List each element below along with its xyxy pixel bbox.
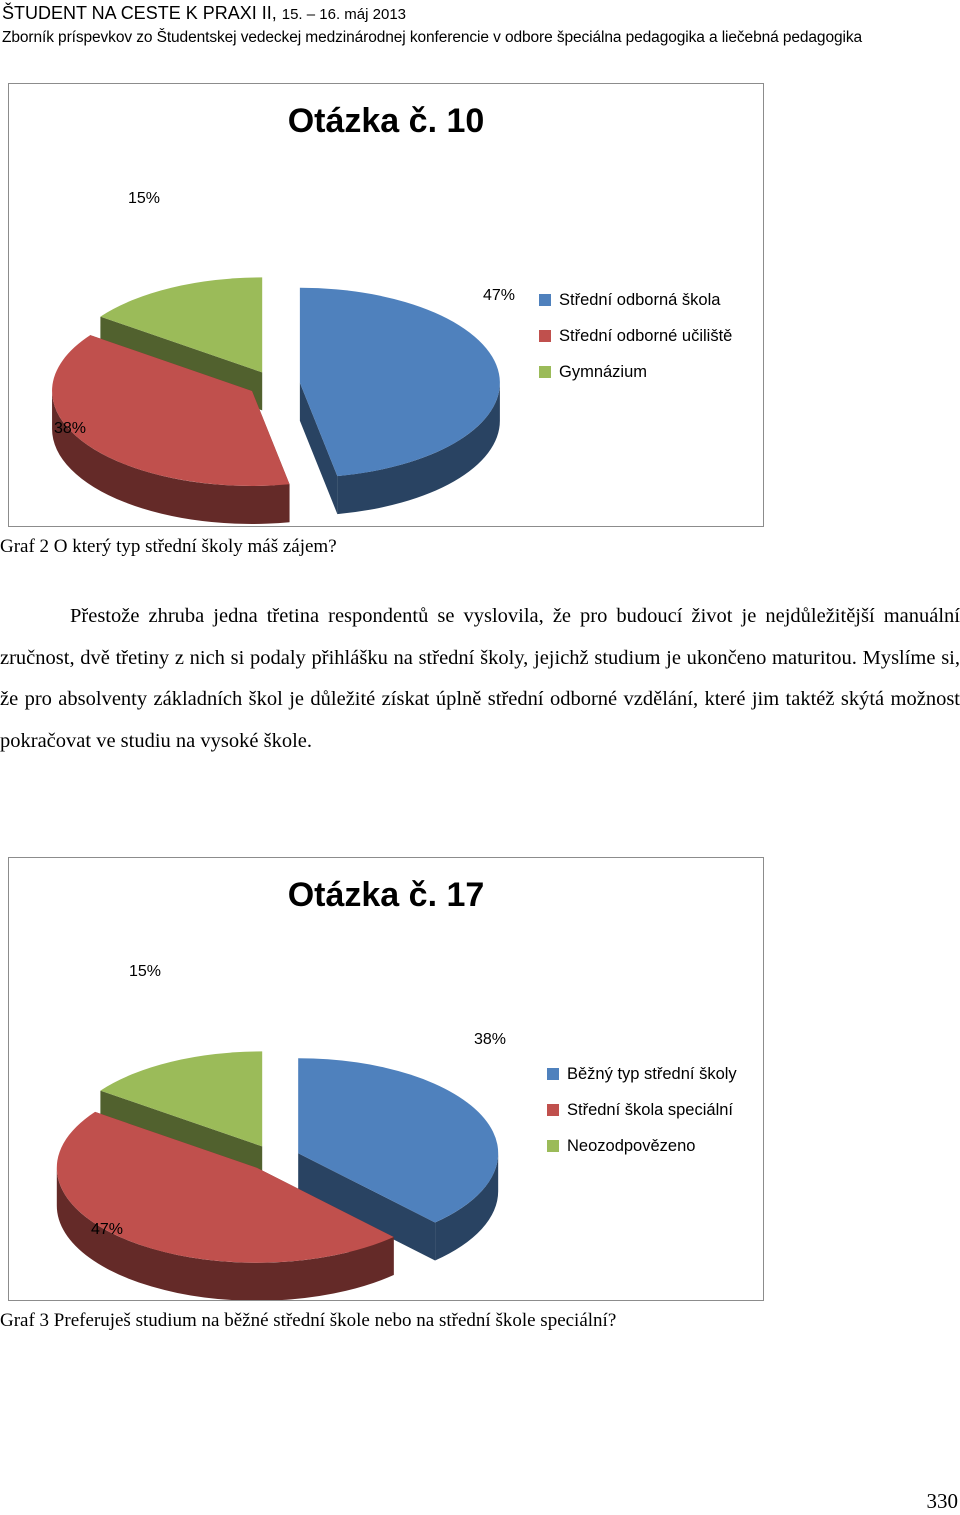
legend-label: Gymnázium [559, 362, 648, 381]
chart-otazka-17 [8, 857, 764, 1301]
legend-item [547, 1092, 737, 1128]
chart-title: Otázka č. 10 [287, 102, 485, 140]
chart-legend [539, 282, 732, 390]
header-title: ŠTUDENT NA CESTE K PRAXI II, [2, 3, 277, 23]
legend-item [539, 354, 732, 390]
body-paragraph: Přestože zhruba jedna třetina respondentů se vyslovila, že pro budoucí život je nejdůležitější manuální zručnost, dvě třetiny z nich si podaly přihlášku na střední školy, jejichž studium je ukončeno maturitou. Myslíme si, že pro absolventy základních škol je důležité získat úplně střední odborné vzdělání, které jim taktéž skýtá možnost pokračovat ve studiu na vysoké škole. [0, 605, 960, 752]
data-label-slice-1: 38% [474, 1031, 507, 1048]
legend-swatch-blue [547, 1068, 559, 1080]
legend-swatch-red [547, 1104, 559, 1116]
chart-otazka-10 [8, 83, 764, 527]
legend-swatch-green [539, 366, 551, 378]
data-label-slice-2: 38% [54, 420, 87, 437]
figure-caption-graf-2: Graf 2 O který typ střední školy máš zájem? [0, 536, 337, 557]
chart-legend [547, 1056, 737, 1164]
running-header-title [2, 3, 406, 24]
legend-label: Běžný typ střední školy [567, 1064, 737, 1083]
data-label-slice-3: 15% [129, 963, 162, 980]
legend-item [547, 1056, 737, 1092]
legend-item [539, 318, 732, 354]
figure-caption-graf-3: Graf 3 Preferuješ studium na běžné střední škole nebo na střední škole speciální? [0, 1310, 617, 1331]
header-date: 15. – 16. máj 2013 [281, 6, 407, 23]
pie-slice-1 [300, 288, 500, 514]
data-label-slice-1: 47% [483, 287, 516, 304]
data-label-slice-3: 15% [128, 190, 161, 207]
legend-label: Střední odborné učiliště [559, 326, 733, 345]
legend-swatch-green [547, 1140, 559, 1152]
legend-item [547, 1128, 737, 1164]
legend-label: Střední škola speciální [567, 1100, 734, 1119]
legend-label: Střední odborná škola [559, 290, 721, 309]
legend-item [539, 282, 732, 318]
legend-swatch-blue [539, 294, 551, 306]
chart-title: Otázka č. 17 [287, 876, 485, 914]
legend-label: Neozodpovězeno [567, 1136, 696, 1155]
legend-swatch-red [539, 330, 551, 342]
data-label-slice-2: 47% [91, 1221, 124, 1238]
page-number: 330 [926, 1489, 958, 1513]
running-header-subtitle: Zborník príspevkov zo Študentskej vedeckej medzinárodnej konferencie v odbore špeciálna pedagogika a liečebná pedagogika [2, 29, 863, 46]
